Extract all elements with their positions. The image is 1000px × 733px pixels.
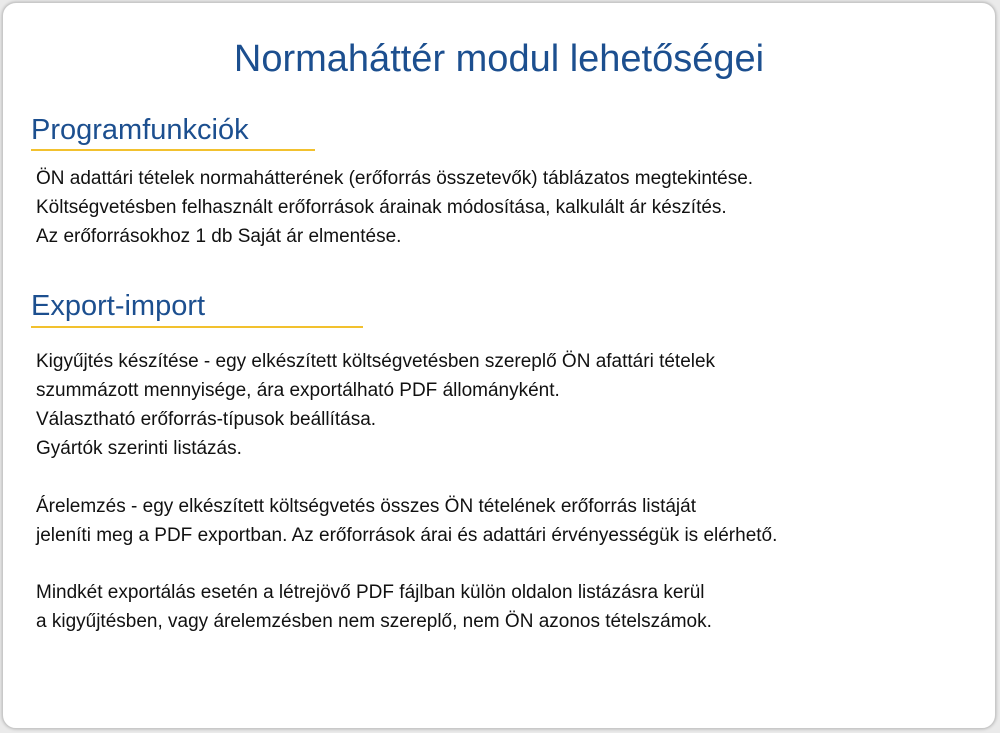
page-title: Normaháttér modul lehetőségei	[233, 38, 765, 80]
paragraph-mindket-exportalas	[36, 578, 712, 636]
text-line: Költségvetésben felhasznált erőforrások árainak módosítása, kalkulált ár készítés.	[36, 197, 727, 218]
text-line: Választható erőforrás-típusok beállítása.	[36, 409, 377, 430]
section-heading-export-import: Export-import	[31, 290, 206, 322]
text-line: szummázott mennyisége, ára exportálható PDF állományként.	[36, 380, 560, 401]
paragraph-programfunkciok	[36, 164, 753, 251]
text-line: Kigyűjtés készítése - egy elkészített költségvetésben szereplő ÖN afattári tételek	[36, 351, 716, 372]
section-heading-programfunkciok: Programfunkciók	[31, 114, 249, 146]
text-line: a kigyűjtésben, vagy árelemzésben nem szereplő, nem ÖN azonos tételszámok.	[36, 611, 712, 632]
slide-card	[2, 2, 996, 729]
paragraph-arelemzes	[36, 492, 777, 550]
text-line: ÖN adattári tételek normahátterének (erőforrás összetevők) táblázatos megtekintése.	[36, 168, 754, 189]
text-line: Az erőforrásokhoz 1 db Saját ár elmentése.	[36, 226, 402, 247]
text-line: Mindkét exportálás esetén a létrejövő PDF fájlban külön oldalon listázásra kerül	[36, 582, 705, 603]
text-line: Árelemzés - egy elkészített költségvetés összes ÖN tételének erőforrás listáját	[36, 496, 696, 517]
heading-underline	[31, 149, 315, 151]
text-line: jeleníti meg a PDF exportban. Az erőforrások árai és adattári érvényességük is elérhető.	[36, 525, 778, 546]
heading-underline	[31, 326, 363, 328]
paragraph-kigyujtes	[36, 347, 715, 463]
text-line: Gyártók szerinti listázás.	[36, 438, 242, 459]
